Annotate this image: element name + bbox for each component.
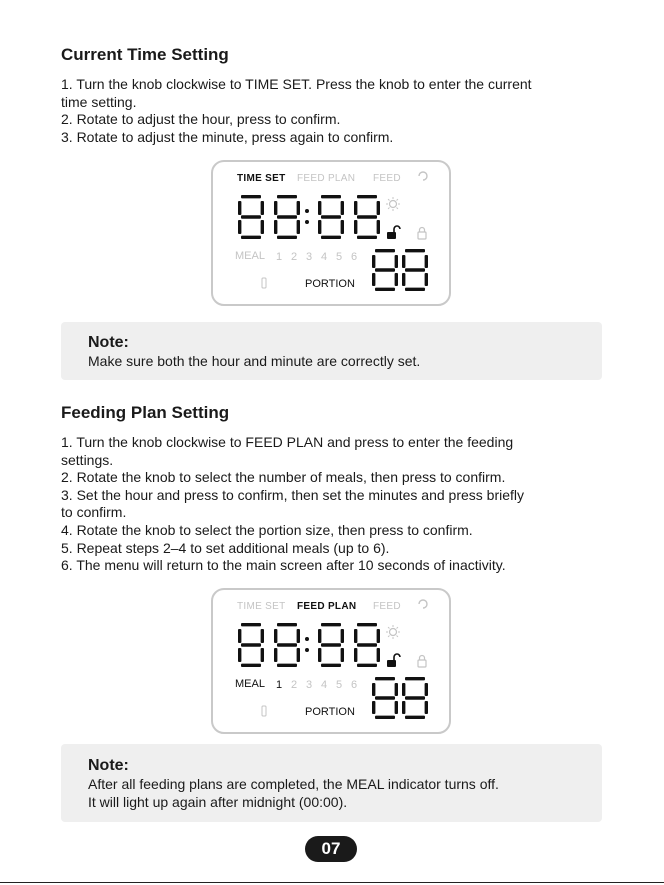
lock-icon [418, 228, 426, 240]
meal-number: 5 [336, 251, 343, 263]
seven-segment-digit [238, 195, 264, 239]
colon-dot [305, 637, 309, 641]
loop-icon [419, 600, 427, 608]
time-setting-instructions [61, 76, 532, 146]
seven-segment-digit [274, 623, 300, 667]
instruction-line: 1. Turn the knob clockwise to TIME SET. Press the knob to enter the current [61, 76, 532, 92]
tab-feed: FEED [373, 601, 401, 612]
feeding-plan-instructions [61, 434, 524, 575]
portion-label: PORTION [305, 706, 355, 718]
page-number-badge: 07 [305, 836, 357, 862]
note-box-time [61, 322, 602, 380]
note-text: Make sure both the hour and minute are correctly set. [88, 353, 421, 369]
loop-icon [419, 172, 427, 180]
meal-number: 5 [336, 679, 343, 691]
lcd-display-feed-plan [211, 588, 451, 734]
portion-label: PORTION [305, 278, 355, 290]
unlock-icon [387, 654, 400, 667]
lock-icon [418, 656, 426, 668]
scoop-icon [262, 278, 266, 288]
scoop-icon [262, 706, 266, 716]
meal-number: 3 [306, 679, 313, 691]
tab-time-set: TIME SET [237, 601, 286, 612]
meal-number: 2 [291, 251, 298, 263]
section-heading-time: Current Time Setting [61, 45, 229, 64]
unlock-icon [387, 226, 400, 239]
meal-number: 1 [276, 679, 283, 691]
instruction-line: 3. Set the hour and press to confirm, then set the minutes and press briefly [61, 486, 525, 503]
colon-dot [305, 209, 309, 213]
note-title: Note: [88, 334, 129, 351]
meal-label: MEAL [235, 678, 265, 690]
colon-dot [305, 648, 309, 652]
instruction-line: settings. [61, 451, 114, 468]
meal-number: 4 [321, 251, 328, 263]
seven-segment-digit [402, 249, 428, 291]
tab-feed-plan: FEED PLAN [297, 173, 356, 184]
section-heading-feeding: Feeding Plan Setting [61, 403, 230, 422]
note-text: After all feeding plans are completed, the MEAL indicator turns off. [88, 776, 499, 792]
instruction-line: to confirm. [61, 504, 127, 521]
meal-number: 6 [351, 679, 358, 691]
meal-label: MEAL [235, 250, 265, 262]
seven-segment-digit [354, 195, 380, 239]
seven-segment-digit [372, 677, 398, 719]
seven-segment-digit [318, 623, 344, 667]
light-icon [386, 625, 400, 639]
tab-feed: FEED [373, 173, 401, 184]
meal-number: 6 [351, 251, 358, 263]
note-title: Note: [88, 757, 129, 774]
note-box-feeding [61, 744, 602, 822]
lcd-display-time-set [211, 160, 451, 306]
instruction-line: 6. The menu will return to the main screen after 10 seconds of inactivity. [61, 557, 506, 574]
seven-segment-digit [402, 677, 428, 719]
instruction-line: 5. Repeat steps 2–4 to set additional meals (up to 6). [61, 539, 390, 556]
meal-number: 1 [276, 251, 283, 263]
instruction-line: 1. Turn the knob clockwise to FEED PLAN and press to enter the feeding [61, 434, 514, 450]
meal-number: 2 [291, 679, 298, 691]
light-icon [386, 197, 400, 211]
seven-segment-digit [372, 249, 398, 291]
tab-time-set: TIME SET [237, 173, 286, 184]
seven-segment-digit [238, 623, 264, 667]
meal-number: 4 [321, 679, 328, 691]
instruction-line: 4. Rotate the knob to select the portion size, then press to confirm. [61, 521, 473, 538]
seven-segment-digit [274, 195, 300, 239]
colon-dot [305, 220, 309, 224]
note-text: It will light up again after midnight (00:00). [88, 794, 348, 810]
instruction-line: time setting. [61, 93, 137, 110]
instruction-line: 2. Rotate to adjust the hour, press to confirm. [61, 111, 341, 128]
footer-divider [0, 882, 664, 883]
seven-segment-digit [318, 195, 344, 239]
instruction-line: 3. Rotate to adjust the minute, press again to confirm. [61, 128, 394, 145]
tab-feed-plan: FEED PLAN [297, 601, 357, 612]
instruction-line: 2. Rotate the knob to select the number of meals, then press to confirm. [61, 469, 506, 486]
seven-segment-digit [354, 623, 380, 667]
meal-number: 3 [306, 251, 313, 263]
